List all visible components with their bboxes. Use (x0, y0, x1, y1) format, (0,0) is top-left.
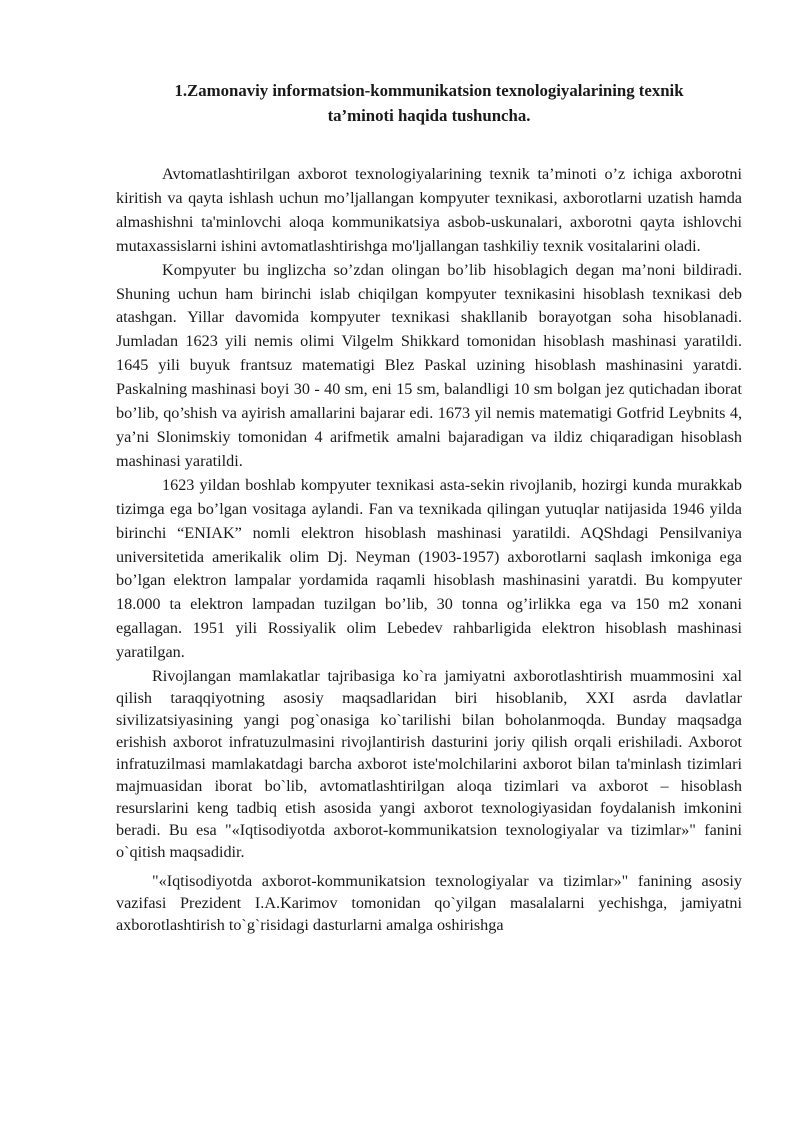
paragraph-informatization: Rivojlangan mamlakatlar tajribasiga ko`ra jamiyatni axborotlashtirish muammosini xal qilish taraqqiyotning asosiy maqsadlaridan biri hisoblanib, XXI asrda davlatlar sivilizatsiyasining yangi pog`onasiga ko`tarilishi bilan boholanmoqda. Bunday maqsadga erishish axborot infratuzulmasini rivojlantirish dasturini joriy qilish orqali erishiladi. Axborot infratuzilmasi mamlakatdagi barcha axborot iste'molchilarini axborot bilan ta'minlash tizimlari majmuasidan iborat bo`lib, avtomatlashtirilgan aloqa tizimlari va axborot – hisoblash resurslarini keng tadbiq etish asosida yangi axborot texnologiyasidan foydalanish imkonini beradi. Bu esa "«Iqtisodiyotda axborot-kommunikatsion texnologiyalar va tizimlar»" fanini o`qitish maqsadidir. (116, 667, 742, 862)
document-title (116, 78, 742, 128)
paragraph-course-goals: "«Iqtisodiyotda axborot-kommunikatsion texnologiyalar va tizimlar»" fanining asosiy vazifasi Prezident I.A.Karimov tomonidan qo`yilgan masalalarni yechishga, jamiyatni axborotlashtirish to`g`risidagi dasturlarni amalga oshirishga (116, 872, 742, 935)
document-body (116, 163, 742, 936)
paragraph-computer-history: Kompyuter bu inglizcha so’zdan olingan bo’lib hisoblagich degan ma’noni bildiradi. Shuning uchun ham birinchi islab chiqilgan kompyuter texnikasini hisoblash texnikasi deb atashgan. Yillar davomida kompyuter texnikasi shakllanib borayotgan soha hisoblanadi. Jumladan 1623 yili nemis olimi Vilgelm Shikkard tomonidan hisoblash mashinasi yaratildi. 1645 yili buyuk frantsuz matematigi Blez Paskal uzining hisoblash mashinasini yaratdi. Paskalning mashinasi boyi 30 - 40 sm, eni 15 sm, balandligi 10 sm bolgan jez qutichadan iborat bo’lib, qo’shish va ayirish amallarini bajarar edi. 1673 yil nemis matematigi Gotfrid Leybnits 4, ya’ni Slonimskiy tomonidan 4 arifmetik amalni bajaradigan va ildiz chiqaradigan hisoblash mashinasi yaratildi. (116, 260, 742, 470)
paragraph-eniac: 1623 yildan boshlab kompyuter texnikasi asta-sekin rivojlanib, hozirgi kunda murakkab tizimga ega bo’lgan vositaga aylandi. Fan va texnikada qilingan yutuqlar natijasida 1946 yilda birinchi “ENIAK” nomli elektron hisoblash mashinasi yaratildi. AQShdagi Pensilvaniya universitetida amerikalik olim Dj. Neyman (1903-1957) axborotlarni saqlash imkoniga ega bo’lgan elektron lampalar yordamida raqamli hisoblash mashinasini yaratdi. Bu kompyuter 18.000 ta elektron lampadan tuzilgan bo’lib, 30 tonna og’irlikka ega va 150 m2 xonani egallagan. 1951 yili Rossiyalik olim Lebedev rahbarligida elektron hisoblash mashinasi yaratilgan. (116, 475, 742, 662)
title-line-2: ta’minoti haqida tushuncha. (327, 106, 531, 125)
title-line-1: 1.Zamonaviy informatsion-kommunikatsion texnologiyalarining texnik (174, 81, 684, 100)
paragraph-technical-support: Avtomatlashtirilgan axborot texnologiyalarining texnik ta’minoti o’z ichiga axborotni kiritish va qayta ishlash uchun mo’ljallangan kompyuter texnikasi, axborotlarni uzatish hamda almashishni ta'minlovchi aloqa kommunikatsiya asbob-uskunalari, axborotni qayta ishlovchi mutaxassislarni ishini avtomatlashtirishga mo'ljallangan tashkiliy texnik vositalarini oladi. (116, 165, 742, 255)
document-page (116, 78, 742, 936)
